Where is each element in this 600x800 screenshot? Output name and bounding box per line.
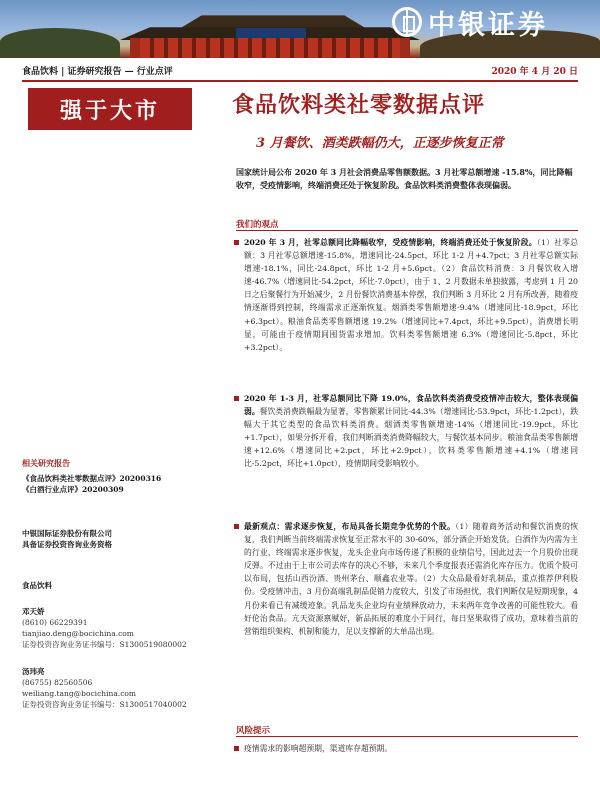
report-subtitle: 3 月餐饮、酒类跌幅仍大，正逐步恢复正常 — [256, 136, 504, 151]
analyst-2-phone: (86755) 82560506 — [22, 678, 93, 687]
banner-pillars — [140, 38, 400, 58]
banner-trees-left — [0, 28, 120, 58]
bullet-3-body: （1）随着商务活动和餐饮消费的恢复，我们判断当前终端需求恢复至正常水平的 30-60%，部分酒企开始发货。白酒作为内需为主的行业，终端需求逐步恢复，龙头企业向市场传递了积极的业绩信号，国此过去一个月股价出现反弹。不过由于上市公司去库存的决心不够，未来几个季度报表还需消化库存压力。优质个股可以布局，包括山西汾酒、贵州茅台、顺鑫农业等。（2）大众品最看好乳制品，重点推荐伊利股份。受疫情冲击，3 月份高端乳制品促销力度较大，引发了市场担忧，我们判断仅是短期现象，4 月份来看已有减缓迹象。乳品龙头企业均有业绩释放动力，未来两年竞争改善的可能性较大。看好伦治食品。亢天资源禀赋好，新品拓展的难度小于同行，每日坚果取得了成功，意味着当前的营销组织架构、机制和能力，足以支撑新的大单品出现。 — [244, 522, 579, 636]
analyst-1 — [22, 606, 222, 650]
company-name: 中银国际证券股份有限公司 — [22, 529, 112, 538]
related-reports — [22, 458, 222, 495]
bullet-3-lead: 最新观点：需求逐步恢复，布局具备长期竞争优势的个股。 — [244, 522, 456, 531]
bullet-square-icon — [234, 240, 239, 245]
brand — [392, 2, 548, 42]
risk-item — [244, 742, 578, 755]
analyst-1-phone: (8610) 66229391 — [22, 618, 88, 627]
bullet-item-2 — [244, 392, 578, 471]
intro-paragraph: 国家统计局公布 2020 年 3 月社会消费品零售额数据。3 月社零总额增速 -15.8%，同比降幅收窄，受疫情影响，终端消费还处于恢复阶段。食品饮料类消费整体表现偏弱。 — [236, 167, 573, 191]
report-title: 食品饮料类社零数据点评 — [232, 92, 486, 118]
header-divider — [22, 80, 578, 82]
analyst-2-cert: 证券投资咨询业务证书编号：S1300517040002 — [22, 700, 187, 709]
report-date: 2020 年 4 月 20 日 — [491, 67, 578, 77]
rating-badge — [28, 88, 192, 130]
header-banner — [0, 0, 600, 58]
analyst-2-name: 汤玮亮 — [22, 667, 45, 676]
sector-label: 食品饮料 — [22, 581, 52, 590]
related-heading: 相关研究报告 — [22, 458, 70, 468]
risk-heading: 风险提示 — [236, 726, 271, 736]
analyst-1-email[interactable]: tianjiao.deng@bocichina.com — [22, 629, 134, 638]
report-category: 食品饮料 | 证券研究报告 — 行业点评 — [22, 67, 173, 77]
bullet-square-icon — [234, 524, 239, 529]
analyst-2-email[interactable]: weiliang.tang@bocichina.com — [22, 689, 137, 698]
boc-logo-icon — [392, 7, 422, 37]
analyst-2 — [22, 666, 222, 710]
brand-name: 中银证券 — [428, 9, 548, 41]
rating-text: 强于大市 — [59, 97, 160, 124]
company-info — [22, 528, 222, 550]
views-divider — [236, 230, 578, 231]
bullet-item-3 — [244, 520, 578, 638]
risk-divider — [236, 736, 578, 737]
bullet-square-icon — [234, 746, 239, 751]
company-qualification: 具备证券投资咨询业务资格 — [22, 540, 112, 549]
related-report-2: 《白酒行业点评》20200309 — [22, 485, 124, 494]
risk-text: 疫情需求的影响超预期，渠道库存超预期。 — [244, 744, 393, 753]
analyst-1-cert: 证券投资咨询业务证书编号：S1300519080002 — [22, 640, 187, 649]
meta-line — [22, 62, 578, 78]
bullet-2-lead: 2020 年 1-3 月，社零总额同比下降 19.0%，食品饮料类消费受疫情冲击较大，整体表现偏弱。 — [244, 394, 578, 417]
sector-label-block — [22, 580, 222, 591]
views-heading: 我们的观点 — [236, 220, 279, 230]
bullet-square-icon — [234, 396, 239, 401]
bullet-1-body: （1）社零总额：3 月社零总额增速-15.8%，增速同比-24.5pct，环比 1-2 月+4.7pct；3 月社零总额实际增速-18.1%，同比-24.8pct，环比 1-2 月+5.6pct。（2）食品饮料消费：3 月餐饮收入增速-46.7%（增速同比-54.2pct，环比-7.0pct），由于 1、2 月数据未单独披露，考虑到 1 月 20 日之后聚餐行为开始减少，2 月份餐饮消费基本停摆，我们判断 3 月环比 2 月有所改善，随着疫情逐渐得到控制，终端需求正逐渐恢复。烟酒类零售额增速-9.4%（增速同比-18.9pct，环比+6.3pct）。粮油食品类零售额增速 19.2%（增速同比+7.4pct，环比+9.5pct），消费增长明显，可能由于疫情期间囤货需求增加。饮料类零售额增速 6.3%（增速同比-5.8pct，环比+3.2pct）。 — [244, 238, 579, 352]
related-report-1: 《食品饮料类社零数据点评》20200316 — [22, 474, 162, 483]
bullet-1-lead: 2020 年 3 月，社零总额同比降幅收窄，受疫情影响，终端消费还处于恢复阶段。 — [244, 238, 537, 247]
banner-plaque — [236, 28, 306, 38]
banner-roof-upper — [168, 10, 378, 28]
analyst-1-name: 邓天娇 — [22, 607, 45, 616]
bullet-2-body: 餐饮类消费跌幅最为显著，零售额累计同比-44.3%（增速同比-53.9pct，环比-1.2pct），跌幅大于其它类型的食品饮料类消费。烟酒类零售额增速-14%（增速同比-19.9pct，环比+1.7pct），如果分拆开看，我们判断酒类消费降幅较大，与餐饮基本同步。粮油食品类零售额增速+12.6%（增速同比+2.pct，环比+2.9pct），饮料类零售额增速+4.1%（增速同比-5.2pct，环比+1.0pct），疫情期间受影响较小。 — [244, 407, 579, 469]
bullet-item-1 — [244, 236, 578, 354]
